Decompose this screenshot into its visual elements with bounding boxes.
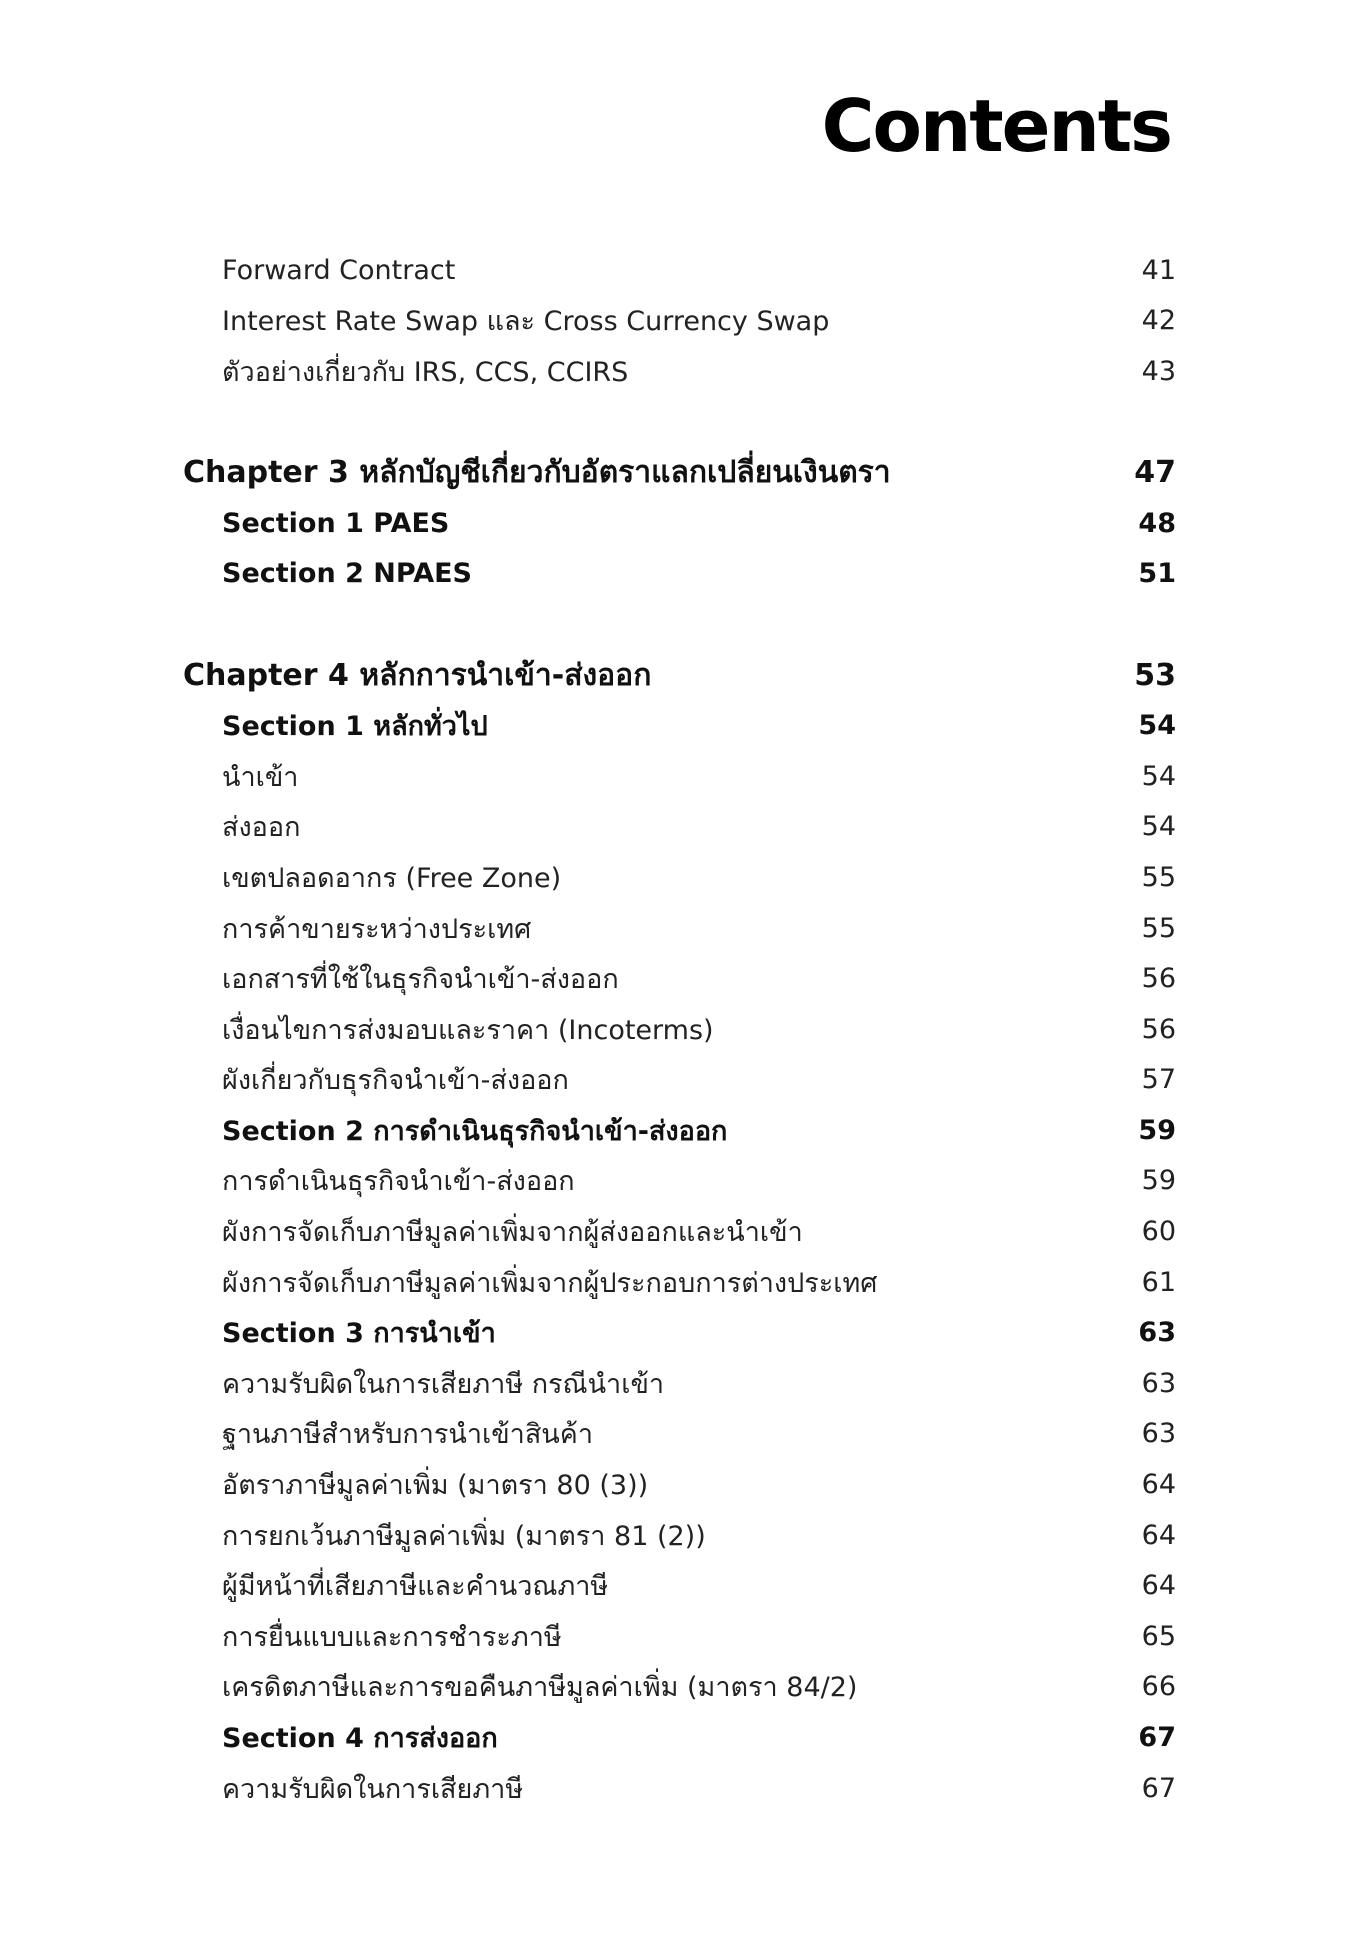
- page-title: Contents: [821, 84, 1171, 168]
- toc-entry-page-number: 65: [1141, 1620, 1176, 1652]
- toc-item-entry[interactable]: [0, 953, 1346, 1004]
- toc-item-entry[interactable]: [0, 1358, 1346, 1409]
- toc-entry-page-number: 54: [1141, 760, 1176, 792]
- toc-item-entry[interactable]: [0, 1763, 1346, 1814]
- toc-chapter-entry[interactable]: [0, 447, 1346, 498]
- toc-entry-label: Chapter 4 หลักการนำเข้า-ส่งออก: [183, 657, 652, 693]
- toc-entry-label: Section 2 การดำเนินธุรกิจนำเข้า-ส่งออก: [222, 1115, 728, 1147]
- toc-entry-page-number: 41: [1141, 254, 1176, 286]
- toc-entry-page-number: 64: [1141, 1469, 1176, 1501]
- toc-item-entry[interactable]: [0, 1257, 1346, 1308]
- toc-entry-label: Forward Contract: [222, 254, 456, 286]
- toc-entry-page-number: 64: [1141, 1519, 1176, 1551]
- toc-entry-label: การยื่นแบบและการชำระภาษี: [222, 1621, 562, 1653]
- toc-entry-label: ผังการจัดเก็บภาษีมูลค่าเพิ่มจากผู้ส่งออกและนำเข้า: [222, 1217, 803, 1249]
- toc-entry-page-number: 63: [1141, 1418, 1176, 1450]
- toc-entry-label: เอกสารที่ใช้ในธุรกิจนำเข้า-ส่งออก: [222, 964, 619, 996]
- toc-section-entry[interactable]: [0, 700, 1346, 751]
- toc-entry-page-number: 53: [1134, 657, 1176, 693]
- toc-entry-page-number: 56: [1141, 963, 1176, 995]
- toc-entry-label: Section 1 PAES: [222, 507, 450, 539]
- toc-entry-page-number: 42: [1141, 305, 1176, 337]
- toc-entry-label: ผังการจัดเก็บภาษีมูลค่าเพิ่มจากผู้ประกอบการต่างประเทศ: [222, 1267, 878, 1299]
- toc-entry-page-number: 54: [1138, 710, 1176, 742]
- toc-entry-page-number: 55: [1141, 861, 1176, 893]
- toc-section-entry[interactable]: [0, 1105, 1346, 1156]
- table-of-contents: [0, 245, 1346, 1813]
- toc-entry-label: Chapter 3 หลักบัญชีเกี่ยวกับอัตราแลกเปลี่ยนเงินตรา: [183, 455, 891, 491]
- toc-section-entry[interactable]: [0, 549, 1346, 600]
- toc-entry-label: Section 2 NPAES: [222, 558, 472, 590]
- toc-item-entry[interactable]: [0, 802, 1346, 853]
- toc-entry-page-number: 51: [1138, 558, 1176, 590]
- toc-entry-label: ความรับผิดในการเสียภาษี กรณีนำเข้า: [222, 1368, 665, 1400]
- toc-entry-page-number: 67: [1138, 1722, 1176, 1754]
- toc-entry-label: ผังเกี่ยวกับธุรกิจนำเข้า-ส่งออก: [222, 1065, 569, 1097]
- toc-item-entry[interactable]: [0, 1662, 1346, 1713]
- toc-entry-label: เครดิตภาษีและการขอคืนภาษีมูลค่าเพิ่ม (มาตรา 84/2): [222, 1672, 858, 1704]
- toc-entry-page-number: 59: [1141, 1165, 1176, 1197]
- toc-entry-label: Section 4 การส่งออก: [222, 1723, 498, 1755]
- toc-entry-label: ตัวอย่างเกี่ยวกับ IRS, CCS, CCIRS: [222, 356, 629, 388]
- toc-chapter-entry[interactable]: [0, 650, 1346, 701]
- toc-entry-page-number: 54: [1141, 811, 1176, 843]
- toc-entry-label: เขตปลอดอากร (Free Zone): [222, 862, 562, 894]
- toc-section-entry[interactable]: [0, 1307, 1346, 1358]
- toc-entry-label: ผู้มีหน้าที่เสียภาษีและคำนวณภาษี: [222, 1571, 609, 1603]
- toc-item-entry[interactable]: [0, 1510, 1346, 1561]
- toc-item-entry[interactable]: [0, 1459, 1346, 1510]
- toc-entry-page-number: 63: [1141, 1367, 1176, 1399]
- toc-entry-label: Interest Rate Swap และ Cross Currency Swap: [222, 306, 830, 338]
- toc-item-entry[interactable]: [0, 1206, 1346, 1257]
- toc-entry-page-number: 66: [1141, 1671, 1176, 1703]
- toc-entry-label: ส่งออก: [222, 812, 301, 844]
- toc-item-entry[interactable]: [0, 296, 1346, 347]
- toc-spacer: [0, 397, 1346, 448]
- toc-entry-page-number: 61: [1141, 1266, 1176, 1298]
- toc-spacer: [0, 599, 1346, 650]
- toc-section-entry[interactable]: [0, 1712, 1346, 1763]
- toc-entry-page-number: 57: [1141, 1064, 1176, 1096]
- toc-item-entry[interactable]: [0, 1055, 1346, 1106]
- toc-entry-page-number: 56: [1141, 1013, 1176, 1045]
- toc-entry-page-number: 67: [1141, 1772, 1176, 1804]
- toc-entry-label: การดำเนินธุรกิจนำเข้า-ส่งออก: [222, 1166, 575, 1198]
- toc-entry-label: เงื่อนไขการส่งมอบและราคา (Incoterms): [222, 1014, 714, 1046]
- toc-section-entry[interactable]: [0, 498, 1346, 549]
- toc-entry-page-number: 48: [1138, 507, 1176, 539]
- toc-entry-label: Section 1 หลักทั่วไป: [222, 711, 488, 743]
- toc-entry-page-number: 55: [1141, 912, 1176, 944]
- toc-entry-label: การยกเว้นภาษีมูลค่าเพิ่ม (มาตรา 81 (2)): [222, 1520, 706, 1552]
- toc-item-entry[interactable]: [0, 852, 1346, 903]
- toc-entry-page-number: 43: [1141, 355, 1176, 387]
- toc-item-entry[interactable]: [0, 903, 1346, 954]
- toc-entry-page-number: 47: [1134, 455, 1176, 491]
- toc-entry-label: ความรับผิดในการเสียภาษี: [222, 1773, 524, 1805]
- toc-item-entry[interactable]: [0, 751, 1346, 802]
- toc-entry-label: อัตราภาษีมูลค่าเพิ่ม (มาตรา 80 (3)): [222, 1470, 649, 1502]
- toc-entry-page-number: 60: [1141, 1216, 1176, 1248]
- toc-entry-label: การค้าขายระหว่างประเทศ: [222, 913, 532, 945]
- toc-item-entry[interactable]: [0, 1611, 1346, 1662]
- toc-item-entry[interactable]: [0, 1560, 1346, 1611]
- toc-item-entry[interactable]: [0, 1409, 1346, 1460]
- toc-item-entry[interactable]: [0, 1004, 1346, 1055]
- toc-entry-label: Section 3 การนำเข้า: [222, 1318, 496, 1350]
- toc-item-entry[interactable]: [0, 346, 1346, 397]
- toc-item-entry[interactable]: [0, 245, 1346, 296]
- toc-entry-page-number: 59: [1138, 1114, 1176, 1146]
- toc-entry-label: นำเข้า: [222, 761, 299, 793]
- toc-entry-label: ฐานภาษีสำหรับการนำเข้าสินค้า: [222, 1419, 593, 1451]
- toc-entry-page-number: 63: [1138, 1317, 1176, 1349]
- toc-item-entry[interactable]: [0, 1156, 1346, 1207]
- toc-entry-page-number: 64: [1141, 1570, 1176, 1602]
